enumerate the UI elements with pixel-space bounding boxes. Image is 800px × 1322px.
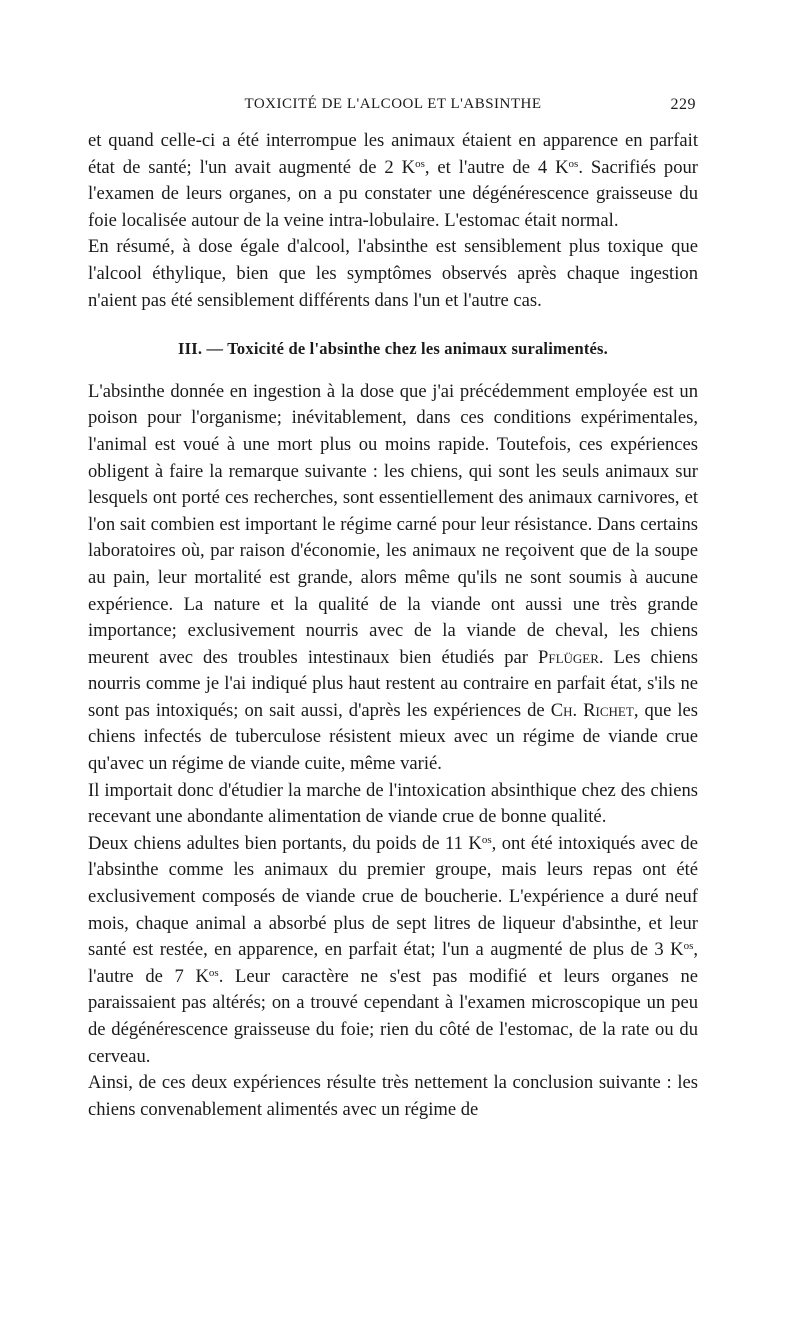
paragraph-deux-chiens: Deux chiens adultes bien portants, du poids de 11 $K^{os}$, ont été intoxiqués avec de l'absinthe comme les animaux du premier groupe, mais leurs repas ont été exclusivement composés de viande crue de boucherie. L'expérience a duré neuf mois, chaque animal a absorbé plus de sept litres de liqueur d'absinthe, et leur santé est restée, en apparence, en parfait état; l'un a augmenté de plus de 3 $K^{os}$, l'autre de 7 $K^{os}$. Leur caractère ne s'est pas modifié et leurs organes ne paraissaient pas altérés; on a trouvé cependant à l'examen microscopique un peu de dégénérescence graisseuse du foie; rien du côté de l'estomac, de la rate ou du cerveau. (88, 832, 698, 1067)
running-title: TOXICITÉ DE L'ALCOOL ET L'ABSINTHE (244, 96, 542, 112)
book-page (88, 96, 698, 1123)
paragraph-conclusion: Ainsi, de ces deux expériences résulte très nettement la conclusion suivante : les chiens convenablement alimentés avec un régime de (88, 1072, 698, 1120)
paragraph-text: , que les chiens infectés de tuberculose résistent mieux avec un régime de viande crue qu'avec un régime de viande cuite, même varié. (88, 699, 699, 775)
author-name-richet: Ch. Richet (550, 699, 634, 721)
body-text (88, 128, 698, 1123)
section-heading: III. — Toxicité de l'absinthe chez les animaux suralimentés. (177, 339, 609, 359)
paragraph-continuation: et quand celle-ci a été interrompue les animaux étaient en apparence en parfait état de santé; l'un avait augmenté de 2 $K^{os}$, et l'autre de 4 $K^{os}$. Sacrifiés pour l'examen de leurs organes, on a pu constater une dégénérescence graisseuse du foie localisée autour de la veine intra-lobulaire. L'estomac était normal. (88, 130, 698, 231)
running-head (88, 96, 698, 122)
paragraph-etudier: Il importait donc d'étudier la marche de l'intoxication absinthique chez des chiens recevant une abondante alimentation de viande crue de bonne qualité. (88, 779, 698, 828)
paragraph-text: . Les chiens nourris comme je l'ai indiqué plus haut restent au contraire en parfait état, s'ils ne sont pas intoxiqués; on sait aussi, d'après les expériences de (88, 646, 698, 721)
paragraph-absinthe-poison (88, 379, 698, 778)
paragraph-text: L'absinthe donnée en ingestion à la dose que j'ai précédemment employée est un poison pour l'organisme; inévitablement, dans ces conditions expérimentales, l'animal est voué à une mort plus ou moins rapide. Toutefois, ces expériences obligent à faire la remarque suivante : les chiens, qui sont les seuls animaux sur lesquels ont porté ces recherches, sont essentiellement des animaux carnivores, et l'on sait combien est important le régime carné pour leur résistance. Dans certains laboratoires où, par raison d'économie, les animaux ne reçoivent que de la soupe au pain, leur mortalité est grande, alors même qu'ils ne sont soumis à aucune expérience. La nature et la qualité de la viande ont aussi une très grande importance; exclusivement nourris avec de la viande de cheval, les chiens meurent avec des troubles intestinaux bien étudiés par (88, 380, 698, 668)
paragraph-resume: En résumé, à dose égale d'alcool, l'absinthe est sensiblement plus toxique que l'alcool éthylique, bien que les symptômes observés après chaque ingestion n'aient pas été sensiblement différents dans l'un et l'autre cas. (88, 236, 698, 311)
author-name-pfluger: Pflüger (538, 646, 599, 668)
page-number: 229 (670, 96, 696, 113)
